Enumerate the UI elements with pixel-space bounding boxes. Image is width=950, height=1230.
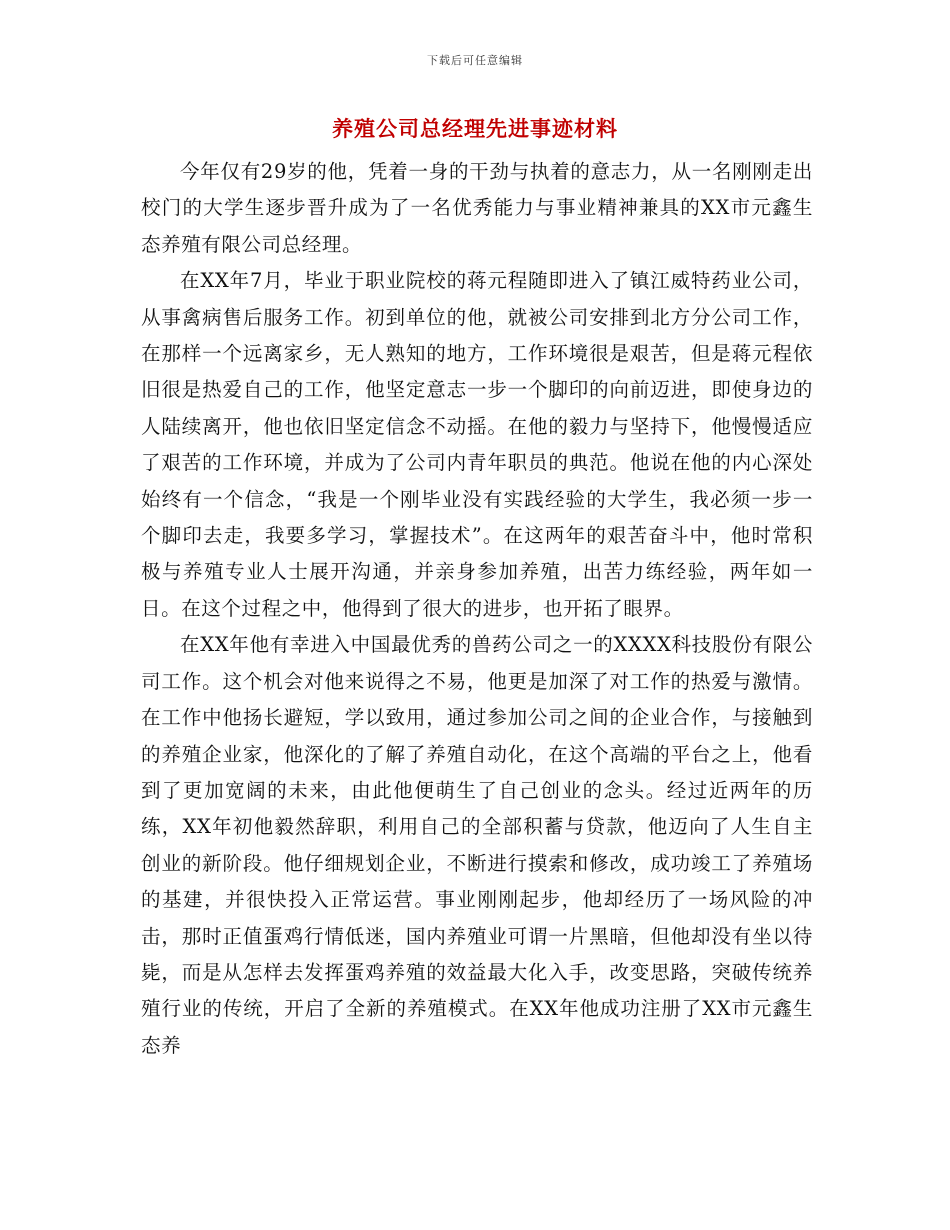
paragraph-2: 在XX年7月，毕业于职业院校的蒋元程随即进入了镇江威特药业公司，从事禽病售后服务工作。初到单位的他，就被公司安排到北方分公司工作，在那样一个远离家乡，无人熟知的地方，工作环境很是艰苦，但是蒋元程依旧很是热爱自己的工作，他坚定意志一步一个脚印的向前迈进，即使身边的人陆续离开，他也依旧坚定信念不动摇。在他的毅力与坚持下，他慢慢适应了艰苦的工作环境，并成为了公司内青年职员的典范。他说在他的内心深处始终有一个信念，“我是一个刚毕业没有实践经验的大学生，我必须一步一个脚印去走，我要多学习，掌握技术”。在这两年的艰苦奋斗中，他时常积极与养殖专业人士展开沟通，并亲身参加养殖，出苦力练经验，两年如一日。在这个过程之中，他得到了很大的进步，也开拓了眼界。 — [141, 269, 813, 620]
paragraph-1: 今年仅有29岁的他，凭着一身的干劲与执着的意志力，从一名刚刚走出校门的大学生逐步晋升成为了一名优秀能力与事业精神兼具的XX市元鑫生态养殖有限公司总经理。 — [141, 160, 813, 256]
document-title: 养殖公司总经理先进事迹材料 — [332, 116, 618, 141]
paragraph-3: 在XX年他有幸进入中国最优秀的兽药公司之一的XXXX科技股份有限公司工作。这个机会对他来说得之不易，他更是加深了对工作的热爱与激情。在工作中他扬长避短，学以致用，通过参加公司之间的企业合作，与接触到的养殖企业家，他深化的了解了养殖自动化，在这个高端的平台之上，他看到了更加宽阔的未来，由此他便萌生了自己创业的念头。经过近两年的历练，XX年初他毅然辞职，利用自己的全部积蓄与贷款，他迈向了人生自主创业的新阶段。他仔细规划企业，不断进行摸索和修改，成功竣工了养殖场的基建，并很快投入正常运营。事业刚刚起步，他却经历了一场风险的冲击，那时正值蛋鸡行情低迷，国内养殖业可谓一片黑暗，但他却没有坐以待毙，而是从怎样去发挥蛋鸡养殖的效益最大化入手，改变思路，突破传统养殖行业的传统，开启了全新的养殖模式。在XX年他成功注册了XX市元鑫生态养 — [141, 633, 813, 1057]
header-note: 下载后可任意编辑 — [427, 54, 523, 67]
document-body — [141, 154, 813, 1064]
